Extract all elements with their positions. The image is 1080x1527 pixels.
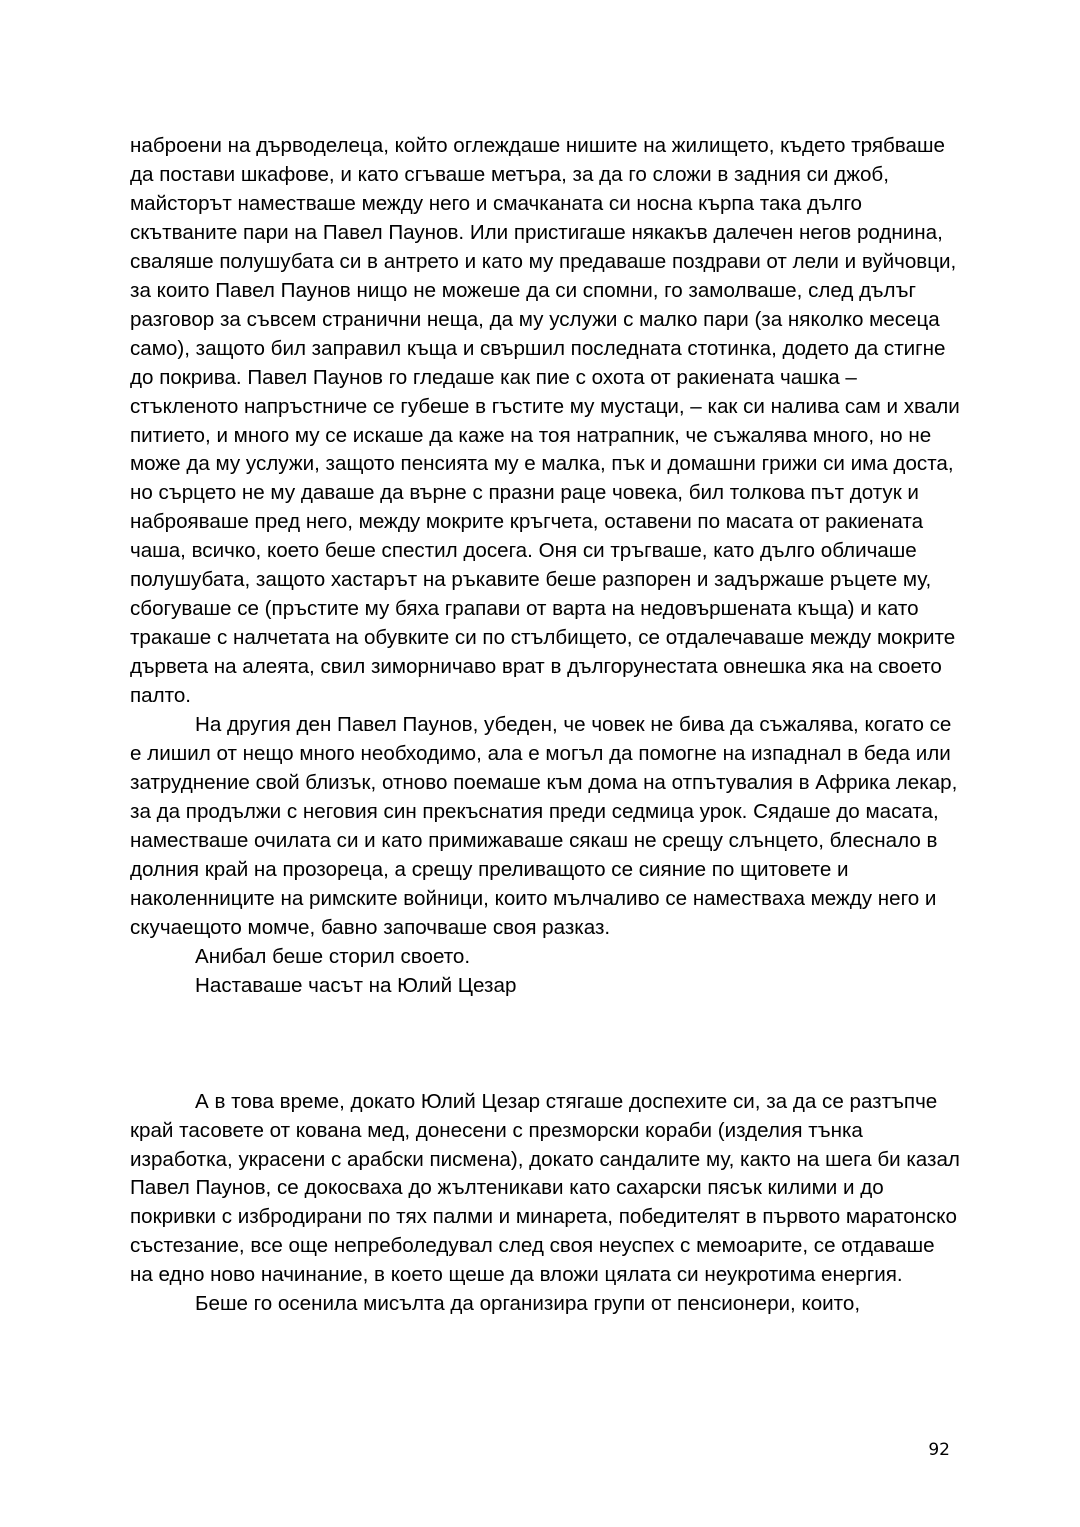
paragraph-4: Наставаше часът на Юлий Цезар — [195, 973, 517, 997]
section-break — [130, 1001, 960, 1088]
paragraph-6: Беше го осенила мисълта да организира групи от пенсионери, които, — [195, 1292, 861, 1316]
paragraph-5: А в това време, докато Юлий Цезар стягаше доспехите си, за да се разтъпче край тасовете от кована мед, донесени с презморски кораби (изделия тънка изработка, украсени с арабски писмена), докато сандалите му, както на шега би казал Павел Паунов, се докосваха до жълтеникави като сахарски пясък килими и до покривки с избродирани по тях палми и минарета, победителят в първото маратонско състезание, все още непреболедувал след своя неуспех с мемоарите, се отдаваше на едно ново начинание, в което щеше да вложи цялата си неукротима енергия. — [130, 1089, 960, 1287]
paragraph-1: наброени на дърводелеца, който оглеждаше нишите на жилището, където трябваше да постави шкафове, и като сгъваше метъра, за да го сложи в задния си джоб, майсторът наместваше между него и смачканата си носна кърпа така дълго скътваните пари на Павел Паунов. Или пристигаше някакъв далечен негов роднина, сваляше полушубата си в антрето и като му предаваше поздрави от лели и вуйчовци, за които Павел Паунов нищо не можеше да си спомни, го замолваше, след дълъг разговор за съвсем странични неща, да му услужи с малко пари (за няколко месеца само), защото бил заправил къща и свършил последната стотинка, додето да стигне до покрива. Павел Паунов го гледаше как пие с охота от ракиената чашка – стъкленото напръстниче се губеше в гъстите му мустаци, – как си налива сам и хвали питието, и много му се искаше да каже на тоя натрапник, че съжалява много, но не може да му услужи, защото пенсията му е малка, пък и домашни грижи си има доста, но сърцето не му даваше да върне с празни раце човека, бил толкова път дотук и наброяваше пред него, между мокрите кръгчета, оставени по масата от ракиената чаша, всичко, което беше спестил досега. Оня си тръгваше, като дълго обличаше полушубата, защото хастарът на ръкавите беше разпорен и задържаше ръцете му, сбогуваше се (пръстите му бяха грапави от варта на недовършената къща) и като тракаше с налчетата на обувките си по стълбището, се отдалечаваше между мокрите дървета на алеята, свил зиморничаво врат в дългорунестата овнешка яка на своето палто. — [130, 134, 960, 708]
paragraph-2: На другия ден Павел Паунов, убеден, че човек не бива да съжалява, когато се е лишил от нещо много необходимо, ала е могъл да помогне на изпаднал в беда или затруднение свой близък, отново поемаше към дома на отпътувалия в Африка лекар, за да продължи с неговия син прекъснатия преди седмица урок. Сядаше до масата, наместваше очилата си и като примижаваше сякаш не срещу слънцето, блеснало в долния край на прозореца, а срещу преливащото се сияние по щитовете и наколенниците на римските войници, които мълчаливо се намествaха между него и скучаещото момче, бавно започваше своя разказ. — [130, 713, 958, 939]
page-number: 92 — [928, 1440, 950, 1460]
paragraph-3: Анибал беше сторил своето. — [195, 944, 471, 968]
page-body — [130, 132, 960, 1319]
